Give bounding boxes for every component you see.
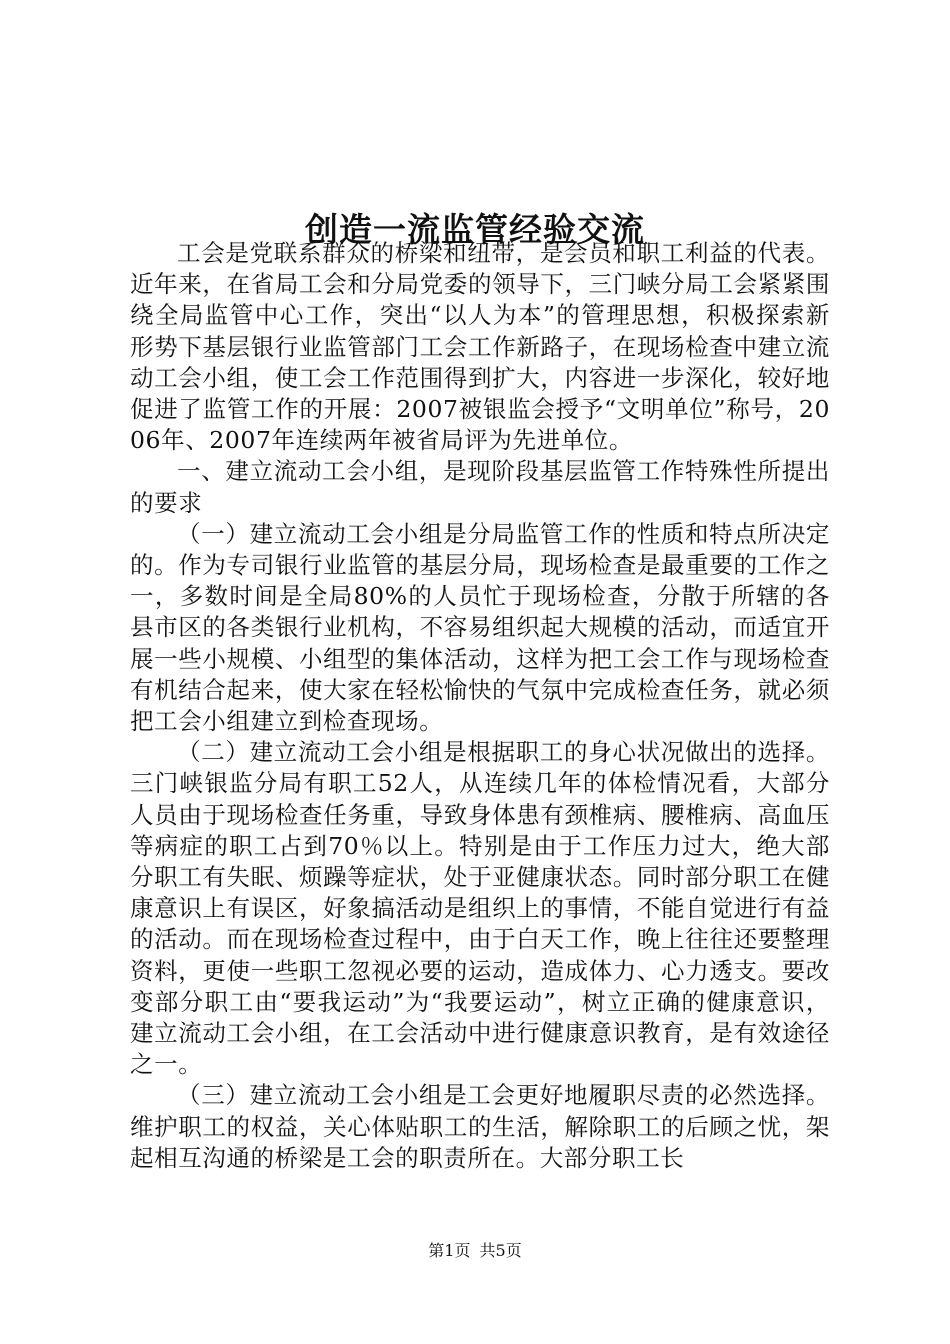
document-title: 创造一流监管经验交流 [305, 210, 645, 250]
intro-paragraph: 工会是党联系群众的桥梁和纽带，是会员和职工利益的代表。近年来，在省局工会和分局党委的领导下，三门峡分局工会紧紧围绕全局监管中心工作，突出“以人为本”的管理思想，积极探索新形势下基层银行业监管部门工会工作新路子，在现场检查中建立流动工会小组，使工会工作范围得到扩大，内容进一步深化，较好地促进了监管工作的开展：2007被银监会授予“文明单位”称号，2006年、2007年连续两年被省局评为先进单位。 [130, 239, 830, 455]
page-footer [0, 1240, 950, 1262]
document-body [130, 238, 830, 1174]
subsection-paragraph-2: （二）建立流动工会小组是根据职工的身心状况做出的选择。三门峡银监分局有职工52人，从连续几年的体检情况看，大部分人员由于现场检查任务重，导致身体患有颈椎病、腰椎病、高血压等病症的职工占到70％以上。特别是由于工作压力过大，绝大部分职工有失眠、烦躁等症状，处于亚健康状态。同时部分职工在健康意识上有误区，好象搞活动是组织上的事情，不能自觉进行有益的活动。而在现场检查过程中，由于白天工作，晚上往往还要整理资料，更使一些职工忽视必要的运动，造成体力、心力透支。要改变部分职工由“要我运动”为“我要运动”，树立正确的健康意识，建立流动工会小组，在工会活动中进行健康意识教育，是有效途径之一。 [130, 738, 830, 1079]
subsection-paragraph-3: （三）建立流动工会小组是工会更好地履职尽责的必然选择。维护职工的权益，关心体贴职工的生活，解除职工的后顾之忧，架起相互沟通的桥梁是工会的职责所在。大部分职工长 [130, 1081, 830, 1172]
subsection-paragraph-1: （一）建立流动工会小组是分局监管工作的性质和特点所决定的。作为专司银行业监管的基层分局，现场检查是最重要的工作之一，多数时间是全局80%的人员忙于现场检查，分散于所辖的各县市区的各类银行业机构，不容易组织起大规模的活动，而适宜开展一些小规模、小组型的集体活动，这样为把工会工作与现场检查有机结合起来，使大家在轻松愉快的气氛中完成检查任务，就必须把工会小组建立到检查现场。 [130, 519, 830, 736]
page-total: 共5页 [479, 1241, 522, 1260]
section-heading-1: 一、建立流动工会小组，是现阶段基层监管工作特殊性所提出的要求 [130, 457, 830, 517]
page-number: 第1页 [428, 1241, 471, 1260]
